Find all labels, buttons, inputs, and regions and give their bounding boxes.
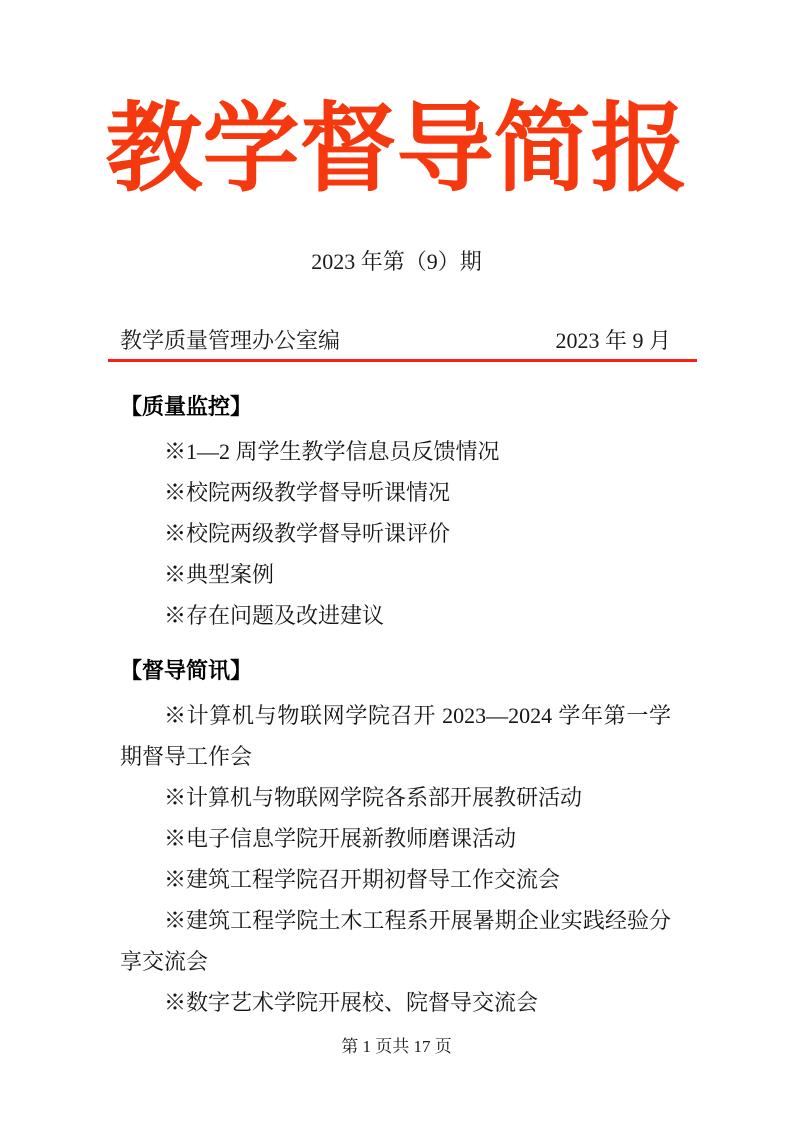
editor-row (120, 326, 671, 357)
page-number: 第 1 页共 17 页 (341, 1037, 452, 1056)
section-heading-quality-monitoring: 【质量监控】 (120, 394, 253, 419)
toc-item: ※1—2 周学生教学信息员反馈情况 (164, 439, 500, 464)
toc-item: ※计算机与物联网学院各系部开展教研活动 (164, 785, 583, 810)
bulletin-title: 教学督导简报 (105, 91, 688, 205)
divider-rule (108, 359, 697, 362)
editor-name: 教学质量管理办公室编 (120, 328, 341, 353)
issue-number: 2023 年第（9）期 (311, 249, 482, 274)
table-of-contents (120, 386, 671, 1023)
toc-item: ※建筑工程学院召开期初督导工作交流会 (164, 867, 561, 892)
publish-date: 2023 年 9 月 (555, 328, 671, 353)
toc-item: ※建筑工程学院土木工程系开展暑期企业实践经验分享交流会 (120, 908, 671, 974)
toc-item: ※电子信息学院开展新教师磨课活动 (164, 826, 517, 851)
toc-item: ※典型案例 (164, 562, 275, 587)
section-heading-supervision-briefs: 【督导简讯】 (120, 658, 253, 683)
toc-item: ※校院两级教学督导听课情况 (164, 480, 451, 505)
toc-item: ※数字艺术学院开展校、院督导交流会 (164, 990, 539, 1015)
toc-item: ※校院两级教学督导听课评价 (164, 521, 451, 546)
toc-item: ※存在问题及改进建议 (164, 603, 385, 628)
toc-item: ※计算机与物联网学院召开 2023—2024 学年第一学期督导工作会 (120, 703, 671, 769)
